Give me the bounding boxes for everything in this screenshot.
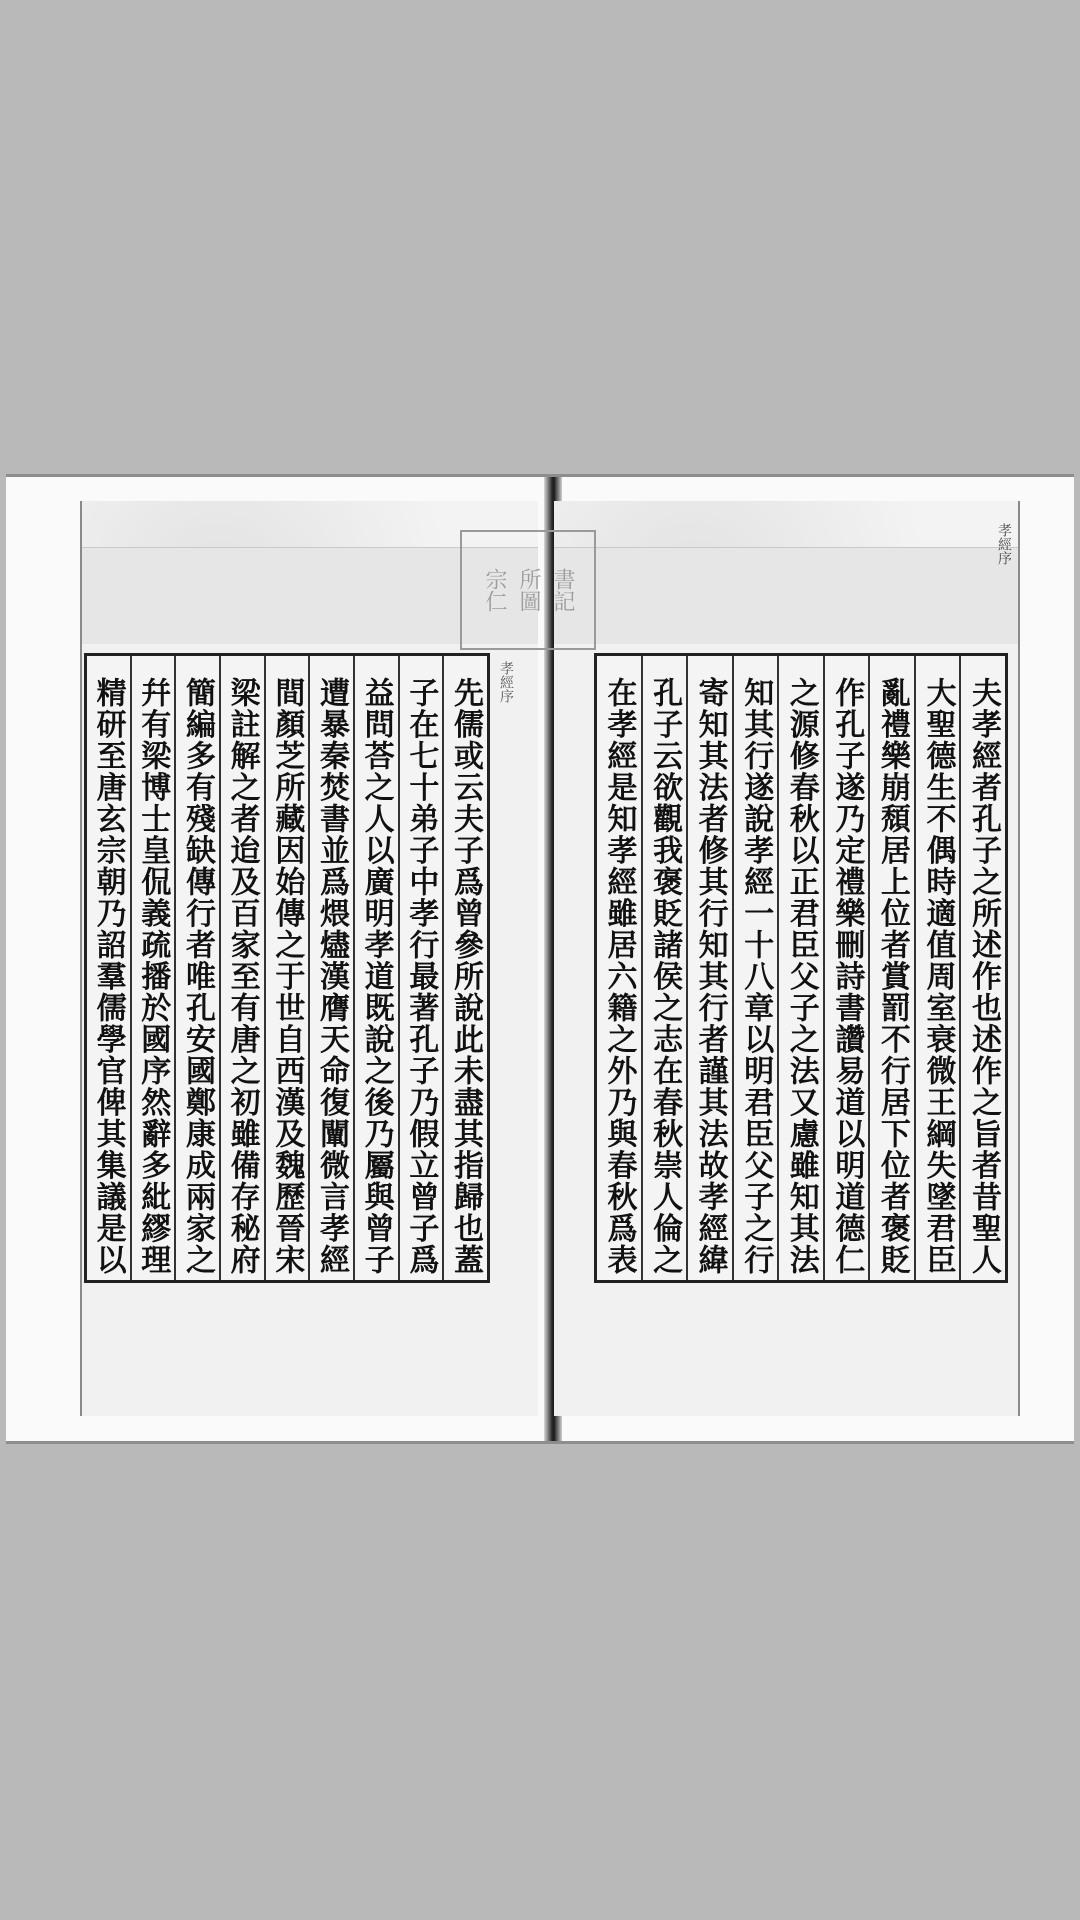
text-column: 梁註解之者迨及百家至有唐之初雖備存秘府 <box>219 656 264 1280</box>
text-column: 孔子云欲觀我褒貶諸侯之志在春秋崇人倫之 <box>641 656 687 1280</box>
text-column: 益問荅之人以廣明孝道既說之後乃屬與曾子 <box>353 656 398 1280</box>
text-column: 簡編多有殘缺傳行者唯孔安國鄭康成兩家之 <box>174 656 219 1280</box>
fore-edge-label: 孝經序 <box>498 661 514 703</box>
text-column: 精研至唐玄宗朝乃詔羣儒學官俾其集議是以 <box>90 676 126 1276</box>
text-column: 大聖德生不偶時適值周室衰微王綱失墜君臣 <box>914 656 960 1280</box>
text-column: 在孝經是知孝經雖居六籍之外乃與春秋爲表 <box>601 676 637 1276</box>
text-column: 間顏芝所藏因始傳之于世自西漢及魏歷晉宋 <box>264 656 309 1280</box>
right-page <box>554 501 1020 1416</box>
text-column: 遭暴秦焚書並爲煨燼漢膺天命復闡微言孝經 <box>308 656 353 1280</box>
running-head: 孝經序 <box>996 523 1012 565</box>
text-column: 作孔子遂乃定禮樂刪詩書讚易道以明道德仁 <box>823 656 869 1280</box>
left-text-block <box>84 653 490 1283</box>
text-column: 先儒或云夫子爲曾參所說此未盡其指歸也蓋 <box>442 656 487 1280</box>
text-column: 夫孝經者孔子之所述作也述作之旨者昔聖人 <box>959 656 1005 1280</box>
text-column: 寄知其法者修其行知其行者謹其法故孝經緯 <box>686 656 732 1280</box>
text-column: 亂禮樂崩頹居上位者賞罰不行居下位者褒貶 <box>868 656 914 1280</box>
text-column: 之源修春秋以正君臣父子之法又慮雖知其法 <box>777 656 823 1280</box>
upper-margin <box>554 501 1018 643</box>
text-column: 幷有梁博士皇侃義疏播於國序然辭多紕繆理 <box>130 656 175 1280</box>
text-column: 知其行遂說孝經一十八章以明君臣父子之行 <box>732 656 778 1280</box>
text-column: 子在七十弟子中孝行最著孔子乃假立曾子爲 <box>398 656 443 1280</box>
collector-seal: 宗仁 所圖 書記 <box>460 530 596 650</box>
right-text-block <box>594 653 1008 1283</box>
